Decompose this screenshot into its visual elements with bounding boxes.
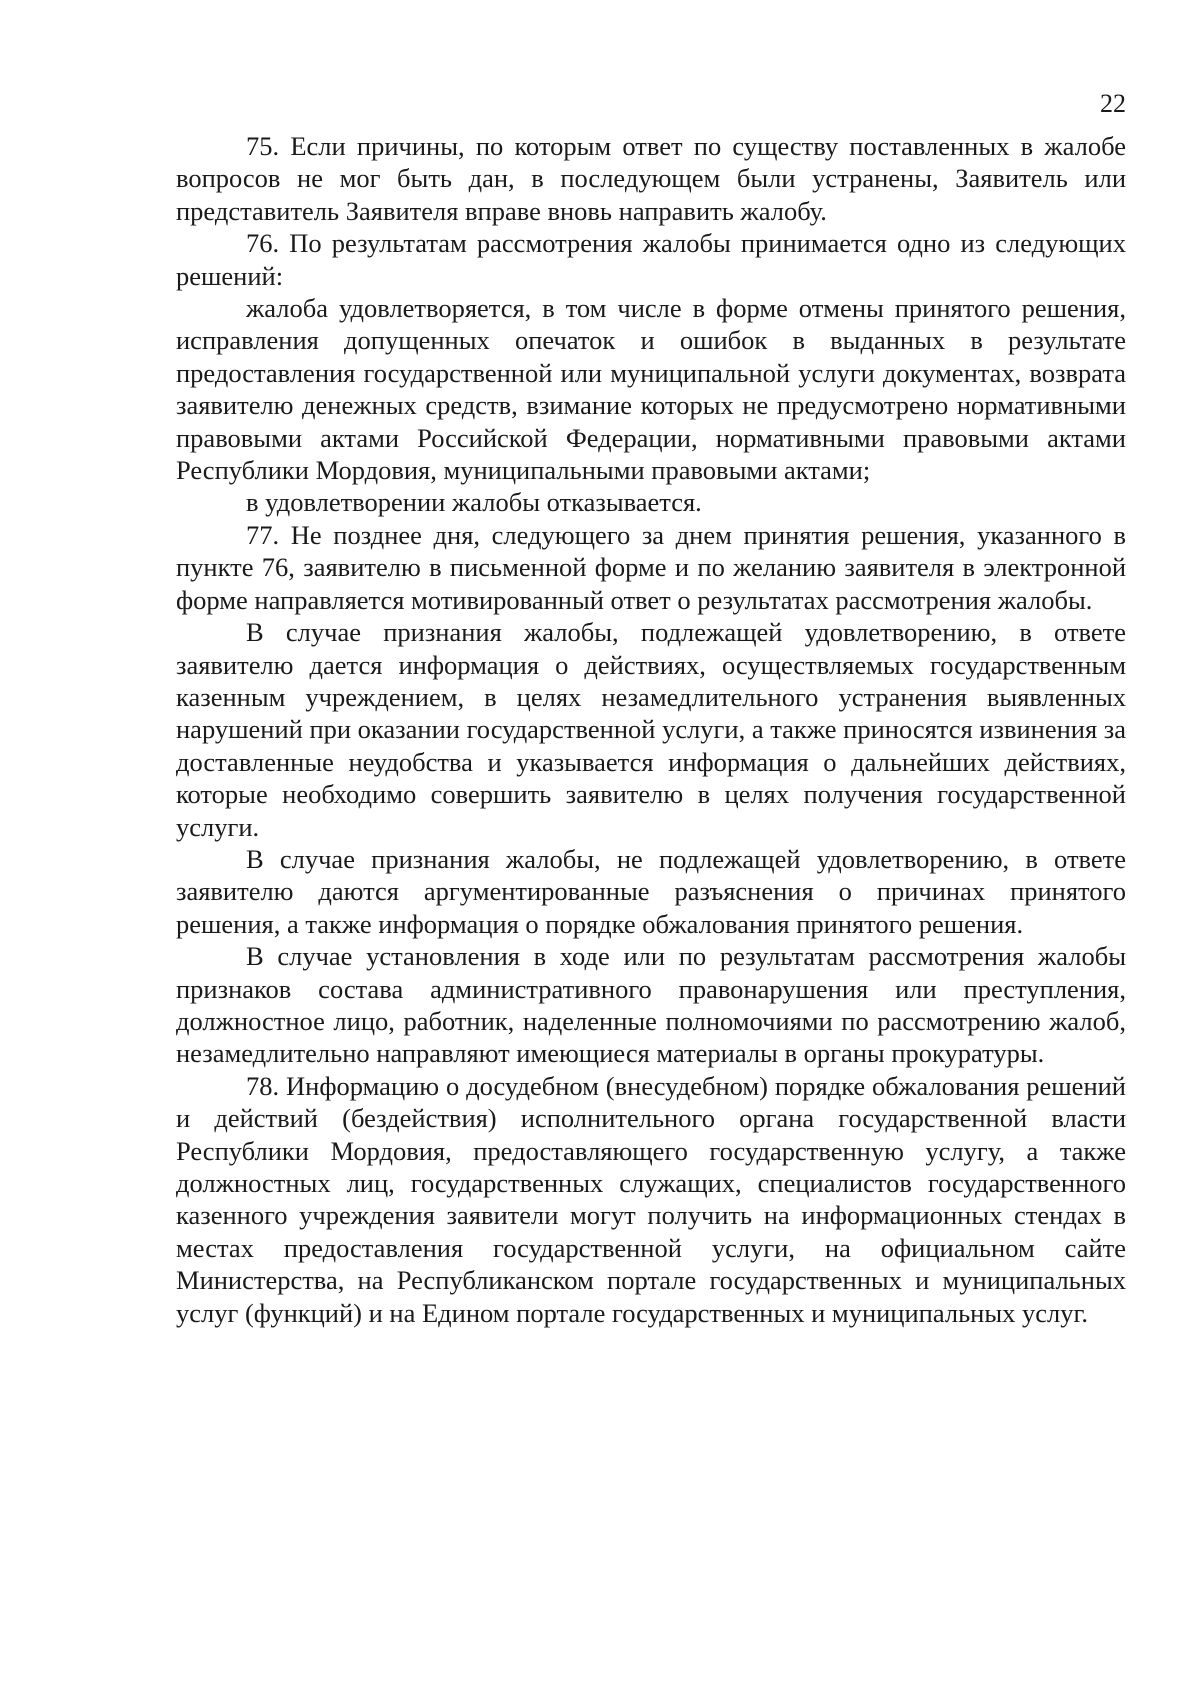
page-number: 22: [1100, 89, 1126, 118]
paragraph-77-satisfied-answer: В случае признания жалобы, подлежащей удовлетворению, в ответе заявителю дается информация о действиях, осуществляемых государственным казенным учреждением, в целях незамедлительного устранения выявленных нарушений при оказании государственной услуги, а также приносятся извинения за доставленные неудобства и указывается информация о дальнейших действиях, которые необходимо совершить заявителю в целях получения государственной услуги.: [176, 617, 1126, 842]
paragraph-75: 75. Если причины, по которым ответ по существу поставленных в жалобе вопросов не мог быть дан, в последующем были устранены, Заявитель или представитель Заявителя вправе вновь направить жалобу.: [176, 131, 1126, 226]
paragraph-77-offense-referral: В случае установления в ходе или по результатам рассмотрения жалобы признаков состава административного правонарушения или преступления, должностное лицо, работник, наделенные полномочиями по рассмотрению жалоб, незамедлительно направляют имеющиеся материалы в органы прокуратуры.: [176, 941, 1126, 1069]
paragraph-76-option-refused: в удовлетворении жалобы отказывается.: [246, 487, 702, 518]
paragraph-77: 77. Не позднее дня, следующего за днем принятия решения, указанного в пункте 76, заявителю в письменной форме и по желанию заявителя в электронной форме направляется мотивированный ответ о результатах рассмотрения жалобы.: [176, 519, 1126, 615]
paragraph-77-refused-answer: В случае признания жалобы, не подлежащей удовлетворению, в ответе заявителю даются аргументированные разъяснения о причинах принятого решения, а также информация о порядке обжалования принятого решения.: [176, 843, 1126, 939]
paragraph-76-option-satisfied: жалоба удовлетворяется, в том числе в форме отмены принятого решения, исправления допущенных опечаток и ошибок в выданных в результате предоставления государственной или муниципальной услуги документах, возврата заявителю денежных средств, взимание которых не предусмотрено нормативными правовыми актами Российской Федерации, нормативными правовыми актами Республики Мордовия, муниципальными правовыми актами;: [176, 293, 1126, 486]
document-body: [176, 130, 1126, 1329]
paragraph-76: 76. По результатам рассмотрения жалобы принимается одно из следующих решений:: [176, 228, 1126, 291]
paragraph-78: 78. Информацию о досудебном (внесудебном) порядке обжалования решений и действий (бездействия) исполнительного органа государственной власти Республики Мордовия, предоставляющего государственную услугу, а также должностных лиц, государственных служащих, специалистов государственного казенного учреждения заявители могут получить на информационных стендах в местах предоставления государственной услуги, на официальном сайте Министерства, на Республиканском портале государственных и муниципальных услуг (функций) и на Едином портале государственных и муниципальных услуг.: [176, 1070, 1126, 1328]
